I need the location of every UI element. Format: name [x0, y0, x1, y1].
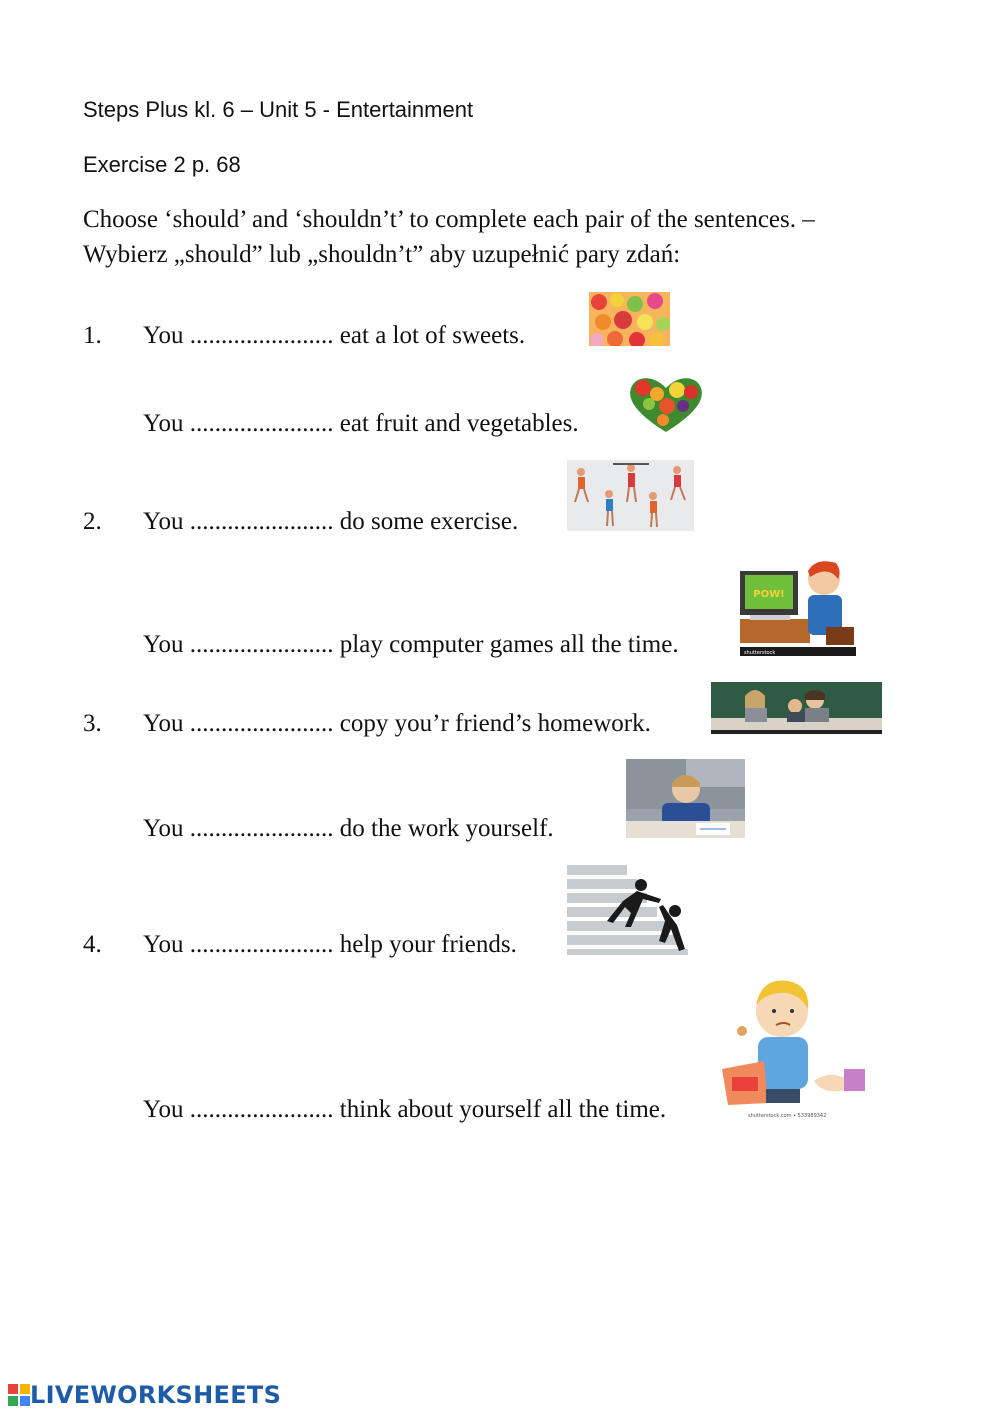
pow-text: POW! — [753, 589, 785, 600]
sentence-1b[interactable]: You ....................... eat fruit and vegetables. — [143, 410, 579, 437]
item-number-1: 1. — [83, 322, 102, 349]
sweets-image — [589, 292, 670, 346]
exercise-image — [567, 460, 694, 531]
sentence-4a[interactable]: You ....................... help your friends. — [143, 931, 517, 958]
liveworksheets-logo[interactable] — [8, 1380, 281, 1410]
sentence-3a[interactable]: You ....................... copy you’r friend’s homework. — [143, 710, 651, 737]
instructions-line-1: Choose ‘should’ and ‘shouldn’t’ to complete each pair of the sentences. – — [83, 206, 815, 233]
item-number-4: 4. — [83, 931, 102, 958]
computer-game-image — [740, 557, 856, 656]
exercise-reference: Exercise 2 p. 68 — [83, 152, 241, 177]
worksheet-title: Steps Plus kl. 6 – Unit 5 - Entertainment — [83, 97, 474, 122]
helping-hand-image — [567, 865, 688, 955]
shutterstock-credit: shutterstock.com • 533989342 — [748, 1113, 827, 1119]
item-number-3: 3. — [83, 710, 102, 737]
sentence-3b[interactable]: You ....................... do the work yourself. — [143, 815, 554, 842]
liveworksheets-brand-text: LIVEWORKSHEETS — [30, 1381, 282, 1409]
sentence-1a[interactable]: You ....................... eat a lot of sweets. — [143, 322, 526, 349]
item-number-2: 2. — [83, 508, 102, 535]
liveworksheets-logo-icon — [8, 1384, 30, 1406]
sentence-4b[interactable]: You ....................... think about yourself all the time. — [143, 1096, 667, 1123]
studying-boy-image — [626, 759, 745, 838]
credit-text: shutterstock — [744, 650, 776, 656]
sentence-2a[interactable]: You ....................... do some exercise. — [143, 508, 519, 535]
instructions-line-2: Wybierz „should” lub „shouldn’t” aby uzupełnić pary zdań: — [83, 241, 681, 268]
classroom-image — [711, 682, 882, 734]
sentence-2b[interactable]: You ....................... play computer games all the time. — [143, 631, 679, 658]
selfish-boy-image — [718, 977, 865, 1119]
fruit-heart-image — [627, 374, 705, 434]
